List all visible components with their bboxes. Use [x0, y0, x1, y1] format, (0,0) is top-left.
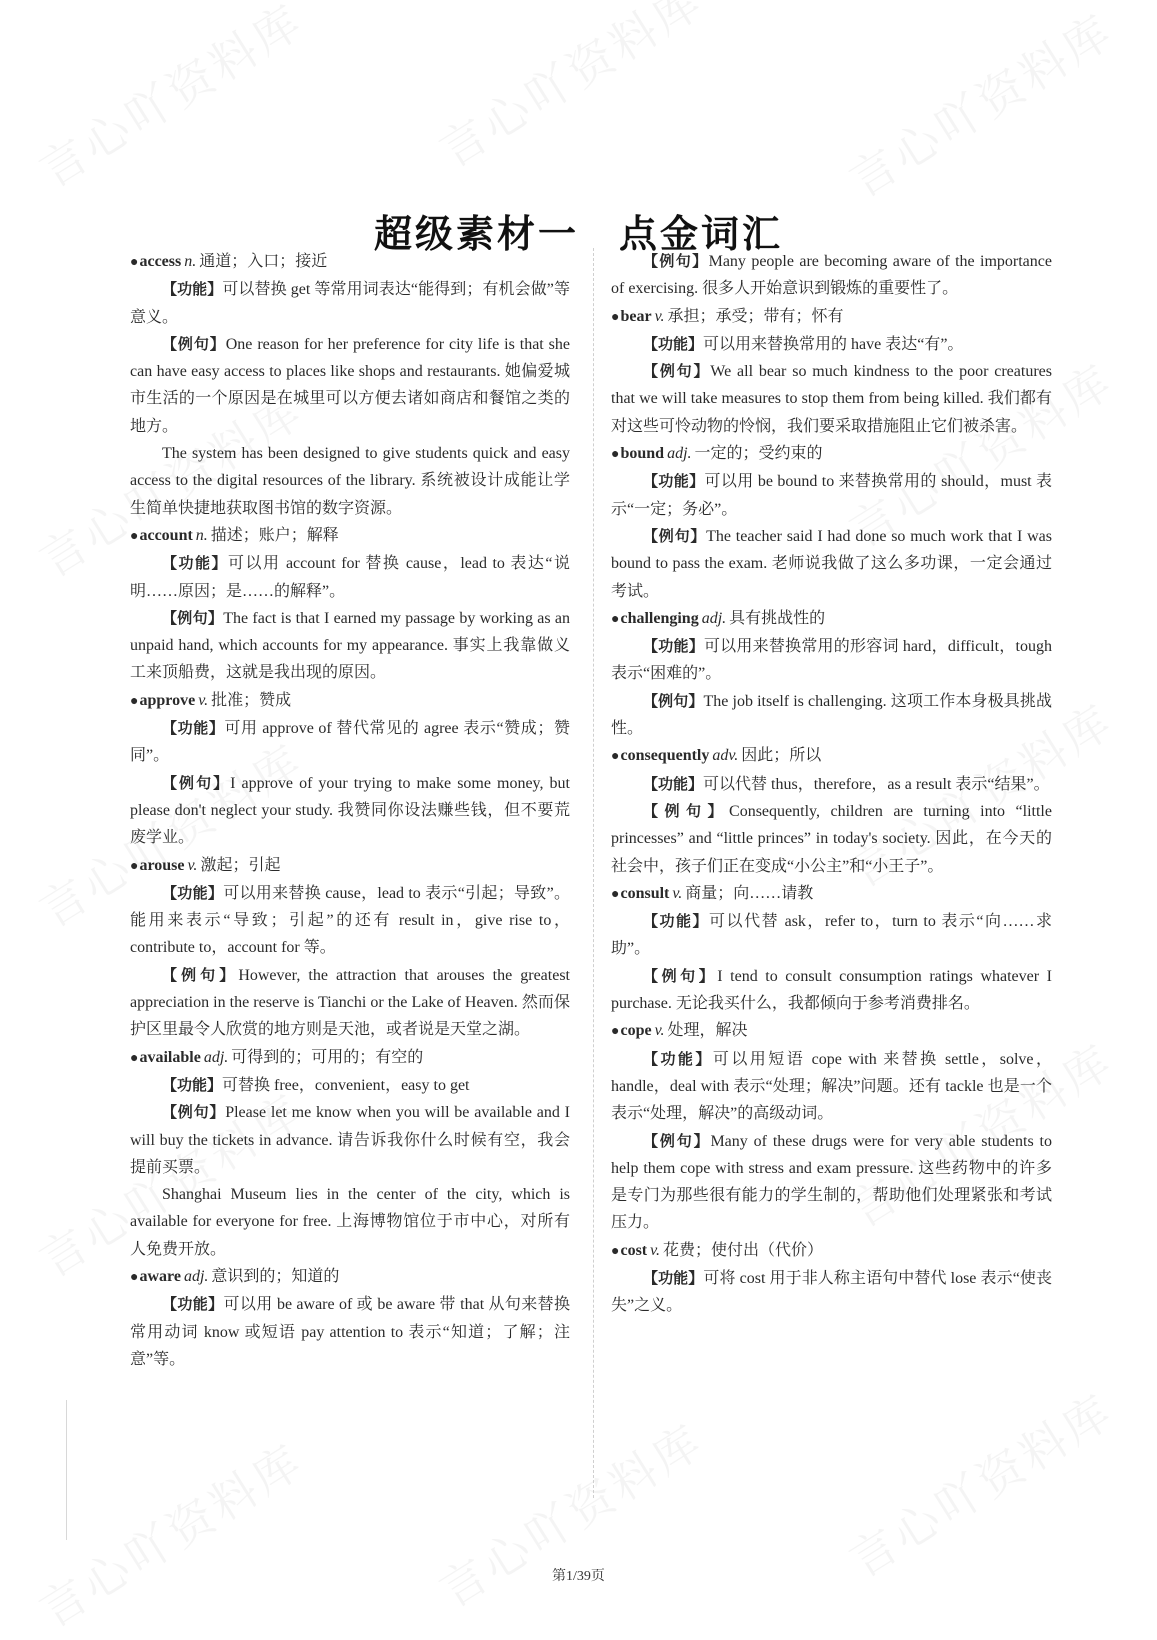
part-of-speech: v. — [654, 1022, 665, 1040]
example-tag: 【例句】 — [162, 1103, 226, 1122]
example-sentence — [130, 605, 570, 687]
function-tag: 【功能】 — [162, 280, 223, 299]
meaning: 激起；引起 — [200, 856, 281, 874]
bullet-icon: ● — [611, 447, 620, 463]
function-note — [130, 715, 570, 770]
function-text: 可以用 account for 替换 cause，lead to 表达“说明……原因；是……的解释”。 — [130, 555, 570, 600]
example-text: The fact is that I earned my passage by working as an unpaid hand, which accounts for my appearance. 事实上我靠做义工来顶船费，这就是我出现的原因。 — [130, 609, 570, 682]
meaning: 花费；使付出（代价） — [663, 1241, 824, 1259]
function-note — [130, 1291, 570, 1373]
example-sentence — [611, 523, 1052, 605]
function-note — [611, 1046, 1052, 1128]
function-text: 可以用 be bound to 来替换常用的 should，must 表示“一定；务必”。 — [611, 473, 1052, 518]
example-tag: 【例句】 — [643, 362, 711, 381]
entry-headword-line — [611, 742, 1052, 770]
part-of-speech: v. — [198, 691, 209, 709]
meaning: 一定的；受约束的 — [694, 445, 823, 463]
function-tag: 【功能】 — [643, 912, 710, 931]
example-tag: 【例句】 — [162, 334, 226, 353]
function-tag: 【功能】 — [162, 554, 228, 573]
watermark — [25, 1426, 314, 1640]
example-sentence — [611, 1128, 1052, 1237]
example-sentence — [130, 1099, 570, 1181]
function-text: 可以用来替换常用的形容词 hard，difficult，tough 表示“困难的”。 — [611, 638, 1052, 683]
function-text: 可以代替 ask，refer to，turn to 表示“向……求助”。 — [611, 913, 1052, 958]
part-of-speech: v. — [187, 856, 198, 874]
example-text: Many of these drugs were for very able students to help them cope with stress and exam pressure. 这些药物中的许多是专门为那些很有能力的学生制的，帮助他们处理紧张和考试压力。 — [611, 1132, 1052, 1232]
example-tag: 【例句】 — [643, 252, 709, 270]
example-tag: 【例句】 — [643, 966, 718, 985]
headword: aware — [139, 1267, 181, 1285]
function-text: 可以替换 get 等常用词表达“能得到；有机会做”等意义。 — [130, 281, 570, 326]
entry-headword-line — [611, 1017, 1052, 1045]
bullet-icon: ● — [611, 749, 620, 765]
function-tag: 【功能】 — [643, 1268, 704, 1287]
example-sentence — [611, 688, 1052, 743]
example-sentence — [611, 963, 1052, 1018]
function-note — [611, 771, 1052, 798]
headword: bear — [620, 307, 652, 325]
bullet-icon: ● — [130, 1269, 139, 1285]
headword: challenging — [620, 609, 699, 627]
function-note — [130, 550, 570, 605]
example-text: Shanghai Museum lies in the center of the city, which is available for everyone for free. 上海博物馆位于市中心，对所有人免费开放。 — [130, 1186, 570, 1258]
example-text: Consequently, children are turning into “little princesses” and “little princes” in today's society. 因此，在今天的社会中，孩子们正在变成“小公主”和“小王子”。 — [611, 802, 1052, 875]
part-of-speech: adv. — [712, 747, 739, 765]
entry-headword-line — [130, 1263, 570, 1291]
entry-headword-line — [611, 1237, 1052, 1265]
meaning: 通道；入口；接近 — [199, 253, 328, 270]
function-text: 可以用来替换常用的 have 表达“有”。 — [703, 335, 964, 353]
example-tag: 【例句】 — [643, 691, 704, 710]
entry-headword-line — [130, 852, 570, 880]
part-of-speech: v. — [672, 884, 683, 902]
headword: cost — [620, 1241, 648, 1259]
example-text: The teacher said I had done so much work that I was bound to pass the exam. 老师说我做了这么多功课，一定会通过考试。 — [611, 527, 1052, 600]
function-text: 可替换 free，convenient，easy to get — [222, 1076, 470, 1094]
example-text: I tend to consult consumption ratings whatever I purchase. 无论我买什么，我都倾向于参考消费排名。 — [611, 967, 1052, 1013]
entry-headword-line — [611, 303, 1052, 331]
vocab-entry — [611, 605, 1052, 742]
margin-rule — [66, 1400, 67, 1540]
function-note — [611, 633, 1052, 688]
function-tag: 【功能】 — [162, 719, 225, 738]
function-tag: 【功能】 — [643, 637, 704, 656]
vocab-entry — [130, 687, 570, 852]
vocab-entry — [130, 1263, 570, 1373]
entry-headword-line — [130, 1044, 570, 1072]
example-text: Many people are becoming aware of the importance of exercising. 很多人开始意识到锻炼的重要性了。 — [611, 253, 1052, 298]
function-text: 可用 approve of 替代常见的 agree 表示“赞成；赞同”。 — [130, 720, 570, 765]
watermark — [425, 1406, 714, 1621]
vocab-entry — [130, 852, 570, 1044]
meaning: 可得到的；可用的；有空的 — [231, 1048, 424, 1066]
meaning: 处理，解决 — [667, 1022, 748, 1040]
headword: account — [139, 526, 193, 544]
function-text: 可以代替 thus，therefore，as a result 表示“结果”。 — [703, 775, 1050, 793]
function-tag: 【功能】 — [643, 334, 704, 353]
vocab-entry — [611, 1237, 1052, 1320]
meaning: 因此；所以 — [741, 747, 822, 765]
example-text: The job itself is challenging. 这项工作本身极具挑战性。 — [611, 692, 1052, 738]
meaning: 承担；承受；带有；怀有 — [667, 307, 844, 325]
meaning: 意识到的；知道的 — [211, 1267, 340, 1285]
function-text: 可以用来替换 cause，lead to 表示“引起；导致”。能用来表示“导致；引起”的还有 result in，give rise to，contribute to，account for 等。 — [130, 884, 570, 957]
part-of-speech: v. — [650, 1241, 661, 1259]
title-part-1: 超级素材一 — [373, 212, 579, 257]
entry-headword-line — [130, 248, 570, 276]
function-note — [611, 908, 1052, 963]
function-tag: 【功能】 — [162, 883, 224, 902]
entry-headword-line — [130, 522, 570, 550]
example-text: Please let me know when you will be available and I will buy the tickets in advance. 请告诉我你什么时候有空，我会提前买票。 — [130, 1104, 570, 1176]
left-column — [130, 248, 570, 1373]
example-text: I approve of your trying to make some money, but please don't neglect your study. 我赞同你设法赚些钱，但不要荒废学业。 — [130, 774, 570, 847]
right-column — [611, 248, 1052, 1320]
headword: arouse — [139, 856, 185, 874]
bullet-icon: ● — [130, 693, 139, 709]
example-text: We all bear so much kindness to the poor creatures that we will take measures to stop them from being killed. 我们都有对这些可怜动物的怜悯，我们要采取措施阻止它们被杀害。 — [611, 363, 1052, 435]
example-text: However, the attraction that arouses the greatest appreciation in the reserve is Tianchi or the Lake of Heaven. 然而保护区里最令人欣赏的地方则是天池，或者说是天堂之湖。 — [130, 966, 570, 1039]
function-note — [611, 1265, 1052, 1320]
example-sentence — [130, 440, 570, 522]
function-note — [130, 1072, 570, 1099]
vocab-entry — [611, 1017, 1052, 1236]
function-tag: 【功能】 — [643, 774, 704, 793]
function-note — [130, 276, 570, 331]
example-text: The system has been designed to give students quick and easy access to the digital resources of the library. 系统被设计成能让学生简单快捷地获取图书馆的数字资源。 — [130, 445, 570, 517]
bullet-icon: ● — [611, 611, 620, 627]
bullet-icon: ● — [611, 1243, 620, 1259]
example-tag: 【例句】 — [643, 526, 707, 545]
function-text: 可将 cost 用于非人称主语句中替代 lose 表示“使丧失”之义。 — [611, 1269, 1052, 1315]
headword: consequently — [620, 747, 710, 765]
vocab-entry — [611, 742, 1052, 879]
bullet-icon: ● — [130, 1050, 139, 1066]
example-tag: 【例句】 — [643, 801, 730, 820]
example-tag: 【例句】 — [162, 965, 239, 984]
example-sentence — [611, 358, 1052, 440]
example-tag: 【例句】 — [162, 608, 224, 627]
part-of-speech: adj. — [183, 1267, 209, 1285]
meaning: 描述；账户；解释 — [210, 526, 339, 544]
entry-headword-line — [611, 440, 1052, 468]
page-number: 第1/39页 — [552, 1569, 605, 1584]
bullet-icon: ● — [130, 858, 139, 874]
vocab-entry — [130, 248, 570, 522]
vocab-entry — [611, 440, 1052, 605]
headword: available — [139, 1048, 201, 1066]
part-of-speech: v. — [654, 307, 665, 325]
vocab-entry — [611, 880, 1052, 1017]
function-note — [611, 468, 1052, 523]
function-tag: 【功能】 — [643, 1049, 713, 1068]
part-of-speech: adj. — [203, 1048, 229, 1066]
entry-headword-line — [611, 880, 1052, 908]
example-sentence — [130, 331, 570, 440]
watermark — [425, 0, 714, 180]
title-part-2: 点金词汇 — [619, 212, 784, 257]
part-of-speech: n. — [195, 526, 208, 544]
function-note — [130, 880, 570, 962]
function-text: 可以用 be aware of 或 be aware 带 that 从句来替换常用动词 know 或短语 pay attention to 表示“知道；了解；注意”等。 — [130, 1296, 570, 1368]
bullet-icon: ● — [130, 528, 139, 544]
headword: bound — [620, 445, 665, 463]
meaning: 批准；赞成 — [211, 691, 292, 709]
example-sentence — [611, 798, 1052, 880]
vocab-entry — [130, 1044, 570, 1263]
watermark — [835, 1376, 1124, 1591]
bullet-icon: ● — [611, 1024, 620, 1040]
example-sentence — [130, 770, 570, 852]
entry-headword-line — [611, 605, 1052, 633]
example-sentence — [130, 1181, 570, 1263]
example-tag: 【例句】 — [162, 773, 231, 792]
function-note — [611, 331, 1052, 358]
example-text: One reason for her preference for city life is that she can have easy access to places like shops and restaurants. 她偏爱城市生活的一个原因是在城里可以方便去诸如商店和餐馆之类的地方。 — [130, 335, 570, 435]
function-tag: 【功能】 — [162, 1295, 224, 1314]
headword: approve — [139, 691, 196, 709]
function-tag: 【功能】 — [162, 1075, 223, 1094]
watermark — [25, 0, 314, 200]
example-sentence — [130, 962, 570, 1044]
part-of-speech: adj. — [667, 445, 692, 463]
column-divider — [593, 248, 594, 1498]
part-of-speech: n. — [184, 253, 197, 270]
bullet-icon: ● — [130, 255, 139, 270]
part-of-speech: adj. — [701, 609, 727, 627]
entry-headword-line — [130, 687, 570, 715]
vocab-entry — [611, 248, 1052, 303]
bullet-icon: ● — [611, 886, 620, 902]
meaning: 具有挑战性的 — [729, 609, 826, 627]
watermark — [835, 0, 1124, 210]
headword: access — [139, 253, 182, 270]
vocab-entry — [130, 522, 570, 687]
function-text: 可以用短语 cope with 来替换 settle，solve，handle，deal with 表示“处理；解决”问题。还有 tackle 也是一个表示“处理，解决”的高级动词。 — [611, 1050, 1052, 1123]
headword: consult — [620, 884, 670, 902]
meaning: 商量；向……请教 — [685, 884, 814, 902]
example-sentence — [611, 248, 1052, 303]
vocab-entry — [611, 303, 1052, 440]
function-tag: 【功能】 — [643, 472, 705, 491]
headword: cope — [620, 1022, 652, 1040]
example-tag: 【例句】 — [643, 1131, 711, 1150]
bullet-icon: ● — [611, 309, 620, 325]
